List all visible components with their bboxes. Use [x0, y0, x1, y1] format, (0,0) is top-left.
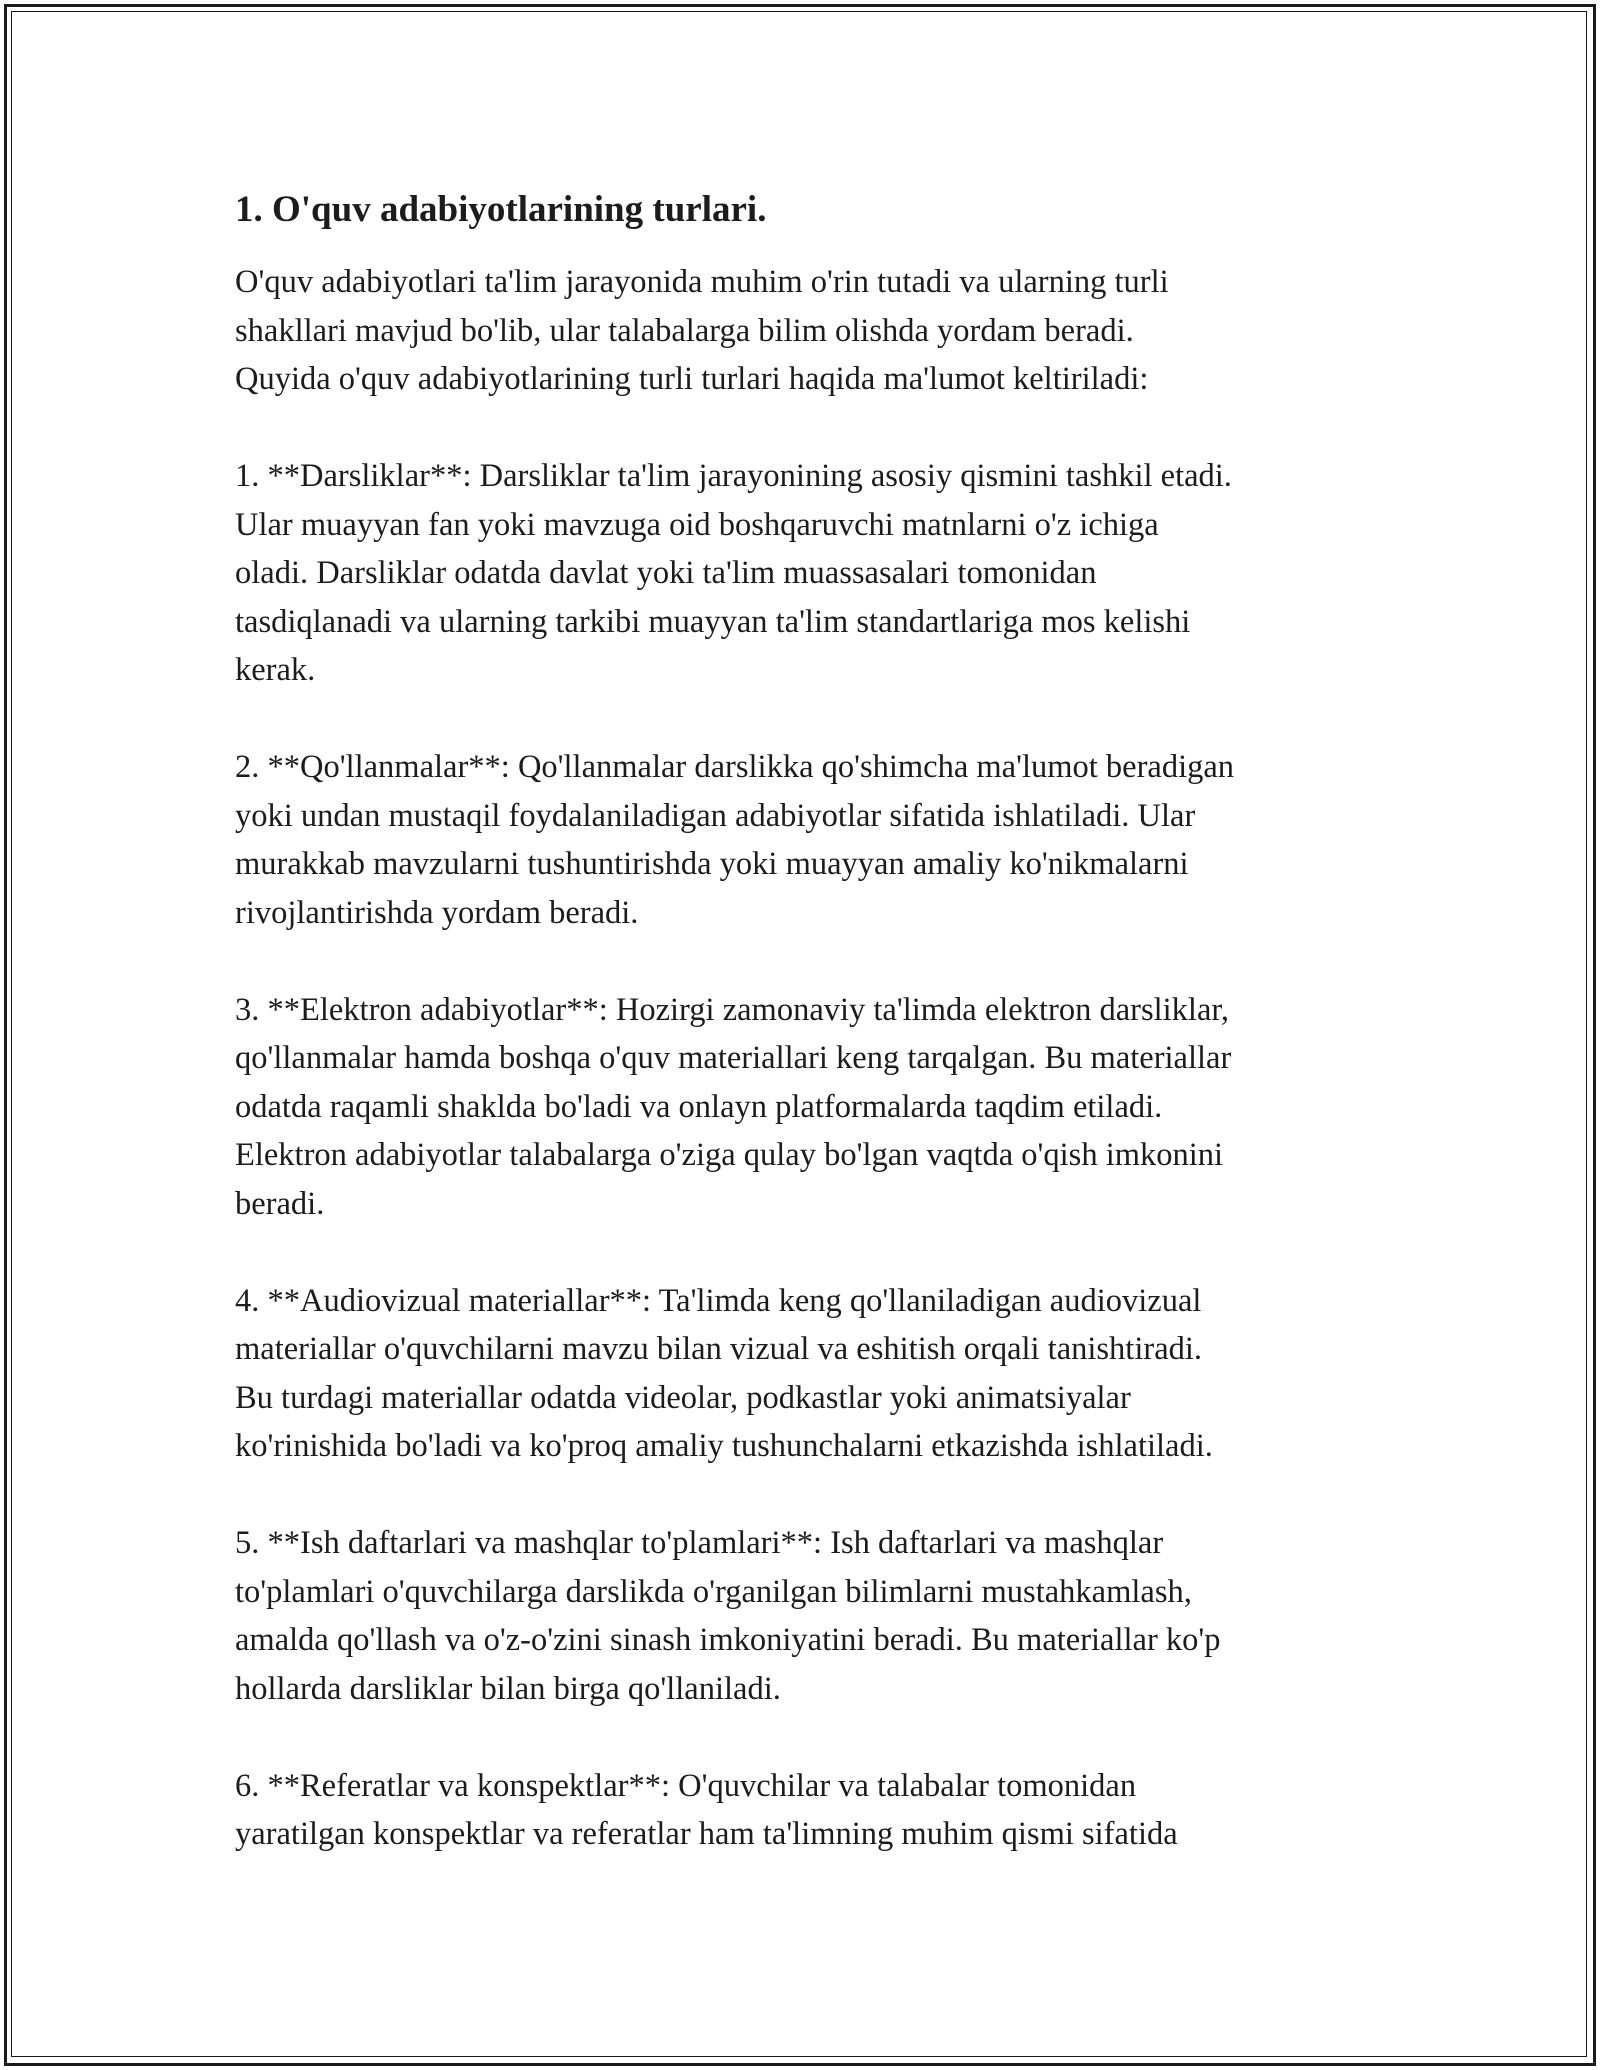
- list-item-ish-daftarlari: 5. **Ish daftarlari va mashqlar to'plamlari**: Ish daftarlari va mashqlar to'plamlari o'quvchilarga darslikda o'rganilgan bilimlarni mustahkamlash, amalda qo'llash va o'z-o'zini sinash imkoniyatini beradi. Bu materiallar ko'p hollarda darsliklar bilan birga qo'llaniladi.: [235, 1525, 1221, 1707]
- intro-paragraph: O'quv adabiyotlari ta'lim jarayonida muhim o'rin tutadi va ularning turli shakllari mavjud bo'lib, ular talabalarga bilim olishda yordam beradi. Quyida o'quv adabiyotlarining turli turlari haqida ma'lumot keltiriladi:: [235, 264, 1169, 397]
- list-item-audiovizual-materiallar: 4. **Audiovizual materiallar**: Ta'limda keng qo'llaniladigan audiovizual materiallar o'quvchilarni mavzu bilan vizual va eshitish orqali tanishtiradi. Bu turdagi materiallar odatda videolar, podkastlar yoki animatsiyalar ko'rinishida bo'ladi va ko'proq amaliy tushunchalarni etkazishda ishlatiladi.: [235, 1282, 1213, 1464]
- list-item-referatlar: 6. **Referatlar va konspektlar**: O'quvchilar va talabalar tomonidan yaratilgan konspektlar va referatlar ham ta'limning muhim qismi sifatida: [235, 1767, 1178, 1852]
- list-item-darsliklar: 1. **Darsliklar**: Darsliklar ta'lim jarayonining asosiy qismini tashkil etadi. Ular muayyan fan yoki mavzuga oid boshqaruvchi matnlarni o'z ichiga oladi. Darsliklar odatda davlat yoki ta'lim muassasalari tomonidan tasdiqlanadi va ularning tarkibi muayyan ta'lim standartlariga mos kelishi kerak.: [235, 458, 1232, 688]
- document-body: [235, 186, 1375, 1907]
- section-heading: 1. O'quv adabiyotlarining turlari.: [235, 189, 767, 230]
- list-item-qollanmalar: 2. **Qo'llanmalar**: Qo'llanmalar darslikka qo'shimcha ma'lumot beradigan yoki undan mustaqil foydalaniladigan adabiyotlar sifatida ishlatiladi. Ular murakkab mavzularni tushuntirishda yoki muayyan amaliy ko'nikmalarni rivojlantirishda yordam beradi.: [235, 749, 1235, 931]
- list-item-elektron-adabiyotlar: 3. **Elektron adabiyotlar**: Hozirgi zamonaviy ta'limda elektron darsliklar, qo'llanmalar hamda boshqa o'quv materiallari keng tarqalgan. Bu materiallar odatda raqamli shaklda bo'ladi va onlayn platformalarda taqdim etiladi. Elektron adabiyotlar talabalarga o'ziga qulay bo'lgan vaqtda o'qish imkonini beradi.: [235, 991, 1232, 1222]
